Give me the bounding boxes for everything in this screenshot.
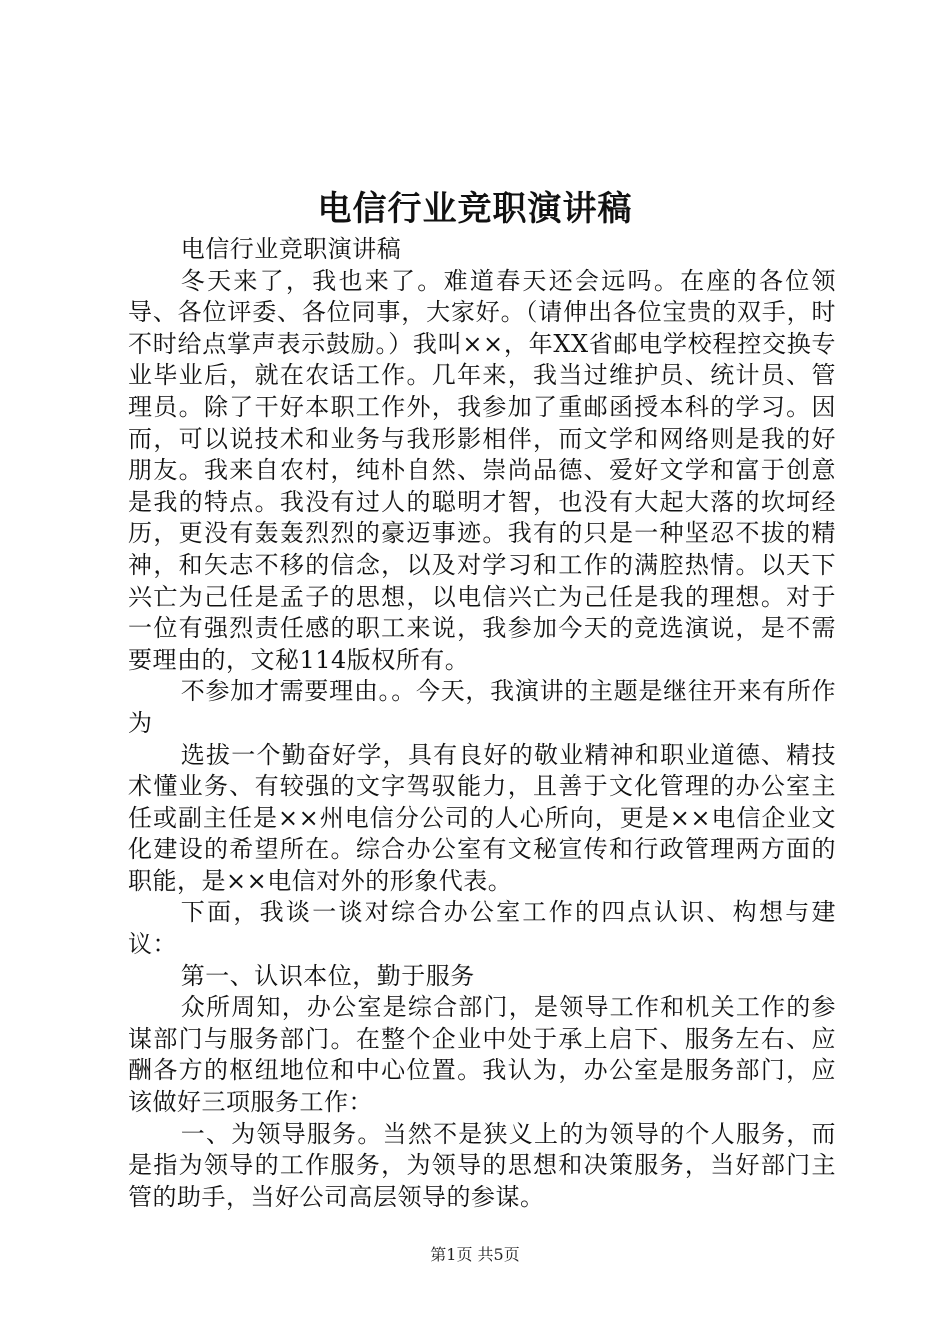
- section-heading: 第一、认识本位，勤于服务: [180, 961, 475, 990]
- document-title: 电信行业竞职演讲稿: [317, 189, 633, 229]
- paragraph: 冬天来了，我也来了。难道春天还会远吗。在座的各位领导、各位评委、各位同事，大家好。（请伸出各位宝贵的双手，时不时给点掌声表示鼓励。）我叫××，年XX省邮电学校程控交换专业毕业后，就在农话工作。几年来，我当过维护员、统计员、管理员。除了干好本职工作外，我参加了重邮函授本科的学习。因而，可以说技术和业务与我形影相伴，而文学和网络则是我的好朋友。我来自农村，纯朴自然、崇尚品德、爱好文学和富于创意是我的特点。我没有过人的聪明才智，也没有大起大落的坎坷经历，更没有轰轰烈烈的豪迈事迹。我有的只是一种坚忍不拔的精神，和矢志不移的信念，以及对学习和工作的满腔热情。以天下兴亡为己任是孟子的思想，以电信兴亡为己任是我的理想。对于一位有强烈责任感的职工来说，我参加今天的竞选演说，是不需要理由的，文秘114版权所有。: [128, 266, 836, 674]
- paragraph: 下面，我谈一谈对综合办公室工作的四点认识、构想与建议：: [128, 898, 836, 959]
- paragraph: 不参加才需要理由。。今天，我演讲的主题是继往开来有所作为: [128, 677, 836, 737]
- paragraph: 选拔一个勤奋好学，具有良好的敬业精神和职业道德、精技术懂业务、有较强的文字驾驭能力，且善于文化管理的办公室主任或副主任是××州电信分公司的人心所向，更是××电信企业文化建设的希望所在。综合办公室有文秘宣传和行政管理两方面的职能，是××电信对外的形象代表。: [128, 740, 836, 895]
- paragraph: 众所周知，办公室是综合部门，是领导工作和机关工作的参谋部门与服务部门。在整个企业中处于承上启下、服务左右、应酬各方的枢纽地位和中心位置。我认为，办公室是服务部门，应该做好三项服务工作：: [128, 993, 836, 1117]
- paragraph-subtitle: 电信行业竞职演讲稿: [180, 235, 402, 263]
- document-body: [128, 234, 836, 1213]
- page-number: 第1页 共5页: [430, 1245, 520, 1264]
- paragraph: 一、为领导服务。当然不是狭义上的为领导的个人服务，而是指为领导的工作服务，为领导的思想和决策服务，当好部门主管的助手，当好公司高层领导的参谋。: [128, 1119, 836, 1211]
